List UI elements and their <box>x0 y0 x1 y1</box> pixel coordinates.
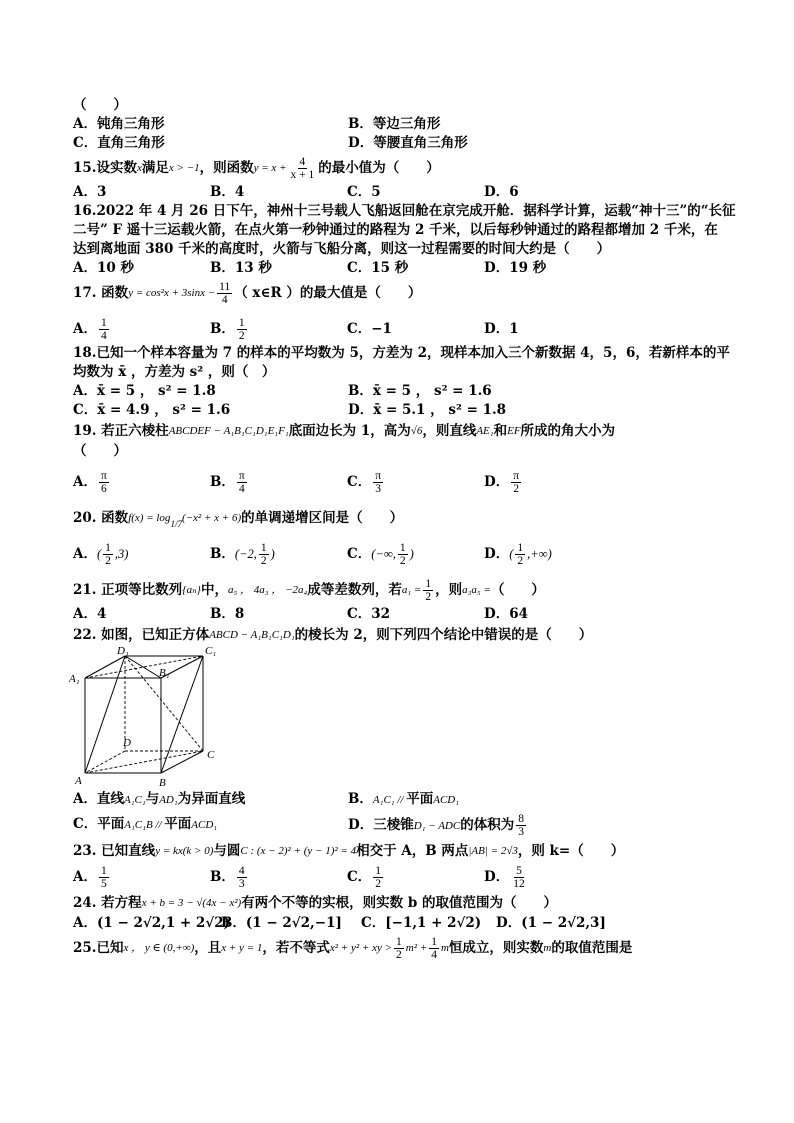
option-fraction <box>99 865 109 890</box>
frac-numerator: 1 <box>517 541 524 554</box>
option-letter: A． <box>73 473 97 490</box>
q25-text: 的取值范围是 <box>551 939 633 956</box>
q21-option-c[interactable]: C．32 <box>347 606 391 622</box>
option-fraction <box>237 470 247 495</box>
option-letter: D． <box>484 473 510 490</box>
q21-text: 21. 正项等比数列 <box>73 581 183 598</box>
frac-denominator: 4 <box>238 482 245 495</box>
q19-text: 所成的角大小为 <box>520 422 616 439</box>
frac-denominator: 2 <box>396 948 402 961</box>
q15-text: 的最小值为（ ） <box>318 159 440 176</box>
q16-option-a[interactable]: A．10 秒 <box>73 260 134 276</box>
q20-text: 20. 函数 <box>73 509 129 526</box>
q25-m: m <box>440 941 449 954</box>
q23-text: 相交于 A，B 两点 <box>356 842 469 859</box>
frac-numerator: π <box>100 469 107 482</box>
q15-text: 满足 <box>141 159 169 176</box>
q21-a1: a₁ = <box>401 583 422 596</box>
q24-options <box>73 914 725 933</box>
q24-stem <box>73 892 725 914</box>
q16-line1: 16.2022 年 4 月 26 日下午，神州十三号载人飞船返回舱在京完成开舱．据科学计算，运载“神十三”的“长征 <box>73 203 736 219</box>
q21-product: a₃a₅ = <box>462 583 491 596</box>
frac-numerator: 5 <box>516 864 522 877</box>
q15-option-a[interactable]: A．3 <box>73 184 107 200</box>
option-letter: C． <box>347 545 372 562</box>
q19-option-c[interactable] <box>347 470 484 495</box>
q19-text: ，则直线 <box>422 422 477 439</box>
interval-left: (−∞, <box>371 546 396 561</box>
q15-options <box>73 183 725 202</box>
cube-diagram <box>73 648 233 788</box>
q15-option-c[interactable]: C．5 <box>347 184 381 200</box>
frac-denominator: 2 <box>238 329 245 342</box>
frac-numerator: 1 <box>100 316 107 329</box>
option-fraction <box>515 542 525 567</box>
q16-options <box>73 259 725 278</box>
frac-denominator: 12 <box>513 877 525 890</box>
interval-left: (−2, <box>234 546 257 561</box>
option-math: D₁ − ADC <box>413 819 461 832</box>
q17-option-a[interactable] <box>73 317 210 342</box>
frac-denominator: 3 <box>375 482 382 495</box>
q21-option-b[interactable]: B．8 <box>210 606 245 622</box>
q23-option-a[interactable] <box>73 865 210 890</box>
q17-option-d[interactable]: D．1 <box>484 320 519 337</box>
q25-fraction-1 <box>394 936 404 961</box>
cube-figure <box>69 645 233 789</box>
q17-options <box>73 314 725 344</box>
option-letter: B． <box>210 320 235 337</box>
q22-text: 的棱长为 2，则下列四个结论中错误的是（ ） <box>294 626 593 643</box>
q19-text: 和 <box>493 422 508 439</box>
q15-fraction <box>289 156 317 181</box>
q17-text: （ x∈R ）的最大值是（ ） <box>234 284 422 301</box>
interval-right: ,+∞) <box>527 546 552 561</box>
option-math: ACD₁ <box>191 819 218 831</box>
q17-fraction <box>217 281 232 306</box>
q25-text: ，若不等式 <box>262 939 330 956</box>
frac-denominator: x + 1 <box>290 168 315 181</box>
q17-text: 17. 函数 <box>73 284 129 301</box>
label-c1: C₁ <box>205 645 217 657</box>
q19-options <box>73 467 725 497</box>
q24-option-d[interactable]: D．(1 − 2√2,3] <box>496 915 606 931</box>
q16-option-d[interactable]: D．19 秒 <box>484 260 547 276</box>
q18-options-row2 <box>73 401 725 420</box>
q21-text: ，则 <box>435 581 463 598</box>
q21-stem <box>73 575 725 605</box>
q21-options <box>73 605 725 624</box>
q25-text: 25.已知 <box>73 939 124 956</box>
q18-options-row1 <box>73 382 725 401</box>
option-fraction <box>398 542 408 567</box>
q14-options-row1 <box>73 115 725 134</box>
frac-denominator: 6 <box>101 482 107 495</box>
option-fraction <box>373 470 383 495</box>
q16-line3: 达到离地面 380 千米的高度时，火箭与飞船分离，则这一过程需要的时间大约是（ ） <box>73 241 611 257</box>
q14-option-b[interactable]: B．等边三角形 <box>348 116 441 132</box>
q23-option-d[interactable] <box>484 865 529 890</box>
option-text: B． <box>348 791 373 807</box>
q19-line-ae: AE₁ <box>476 424 494 437</box>
q15-var: x <box>137 161 142 174</box>
label-a: A <box>75 775 82 787</box>
option-text: 与 <box>145 791 160 807</box>
q15-text: ，则函数 <box>199 159 254 176</box>
frac-numerator: 1 <box>105 541 111 554</box>
option-text: 的体积为 <box>460 816 515 833</box>
q15-text: 15.设实数 <box>73 159 137 176</box>
option-letter: C． <box>347 868 372 885</box>
frac-denominator: 4 <box>100 329 107 342</box>
frac-denominator: 4 <box>431 948 437 961</box>
q25-m-var: m <box>543 941 552 954</box>
option-fraction <box>259 542 269 567</box>
q20-option-a[interactable] <box>73 542 210 567</box>
q14-option-d[interactable]: D．等腰直角三角形 <box>348 135 468 151</box>
q23-text: ，则 k=（ ） <box>517 842 625 859</box>
q24-text: 有两个不等的实根，则实数 b 的取值范围为（ ） <box>241 894 558 911</box>
q22-option-a[interactable] <box>73 790 348 810</box>
option-fraction <box>373 865 383 890</box>
q19-text: 19. 若正六棱柱 <box>73 422 169 439</box>
q19-option-b[interactable] <box>210 470 347 495</box>
option-letter: A． <box>73 545 97 562</box>
option-text: A．直线 <box>73 791 124 807</box>
frac-denominator: 2 <box>260 554 267 567</box>
q19-stem <box>73 420 725 442</box>
interval-right: ) <box>270 546 275 561</box>
q18-option-c[interactable]: C．x̄ = 4.9 ， s² = 1.6 <box>73 402 231 418</box>
option-text: D．三棱锥 <box>348 816 414 833</box>
q17-function: y = cos²x + 3sinx − <box>128 286 216 299</box>
q22-cube: ABCD − A₁B₁C₁D₁ <box>209 628 295 641</box>
option-math: ACD₁ <box>433 794 460 806</box>
q22-text: 22. 如图，已知正方体 <box>73 626 210 643</box>
q22-options-row1 <box>73 790 725 810</box>
option-letter: B． <box>210 473 235 490</box>
q22-option-d[interactable] <box>348 813 528 838</box>
q20-option-d[interactable] <box>484 542 552 567</box>
option-text: C．平面 <box>73 816 125 832</box>
q20-option-c[interactable] <box>347 542 484 567</box>
q20-options <box>73 539 725 569</box>
q25-stem <box>73 933 725 963</box>
frac-numerator: 1 <box>100 864 107 877</box>
q20-argument: (−x² + x + 6) <box>181 511 242 524</box>
q18-option-a[interactable]: A．x̄ = 5 ， s² = 1.8 <box>73 383 216 399</box>
option-fraction <box>516 813 526 838</box>
q23-stem <box>73 840 725 862</box>
option-fraction <box>511 470 521 495</box>
frac-denominator: 2 <box>513 482 519 495</box>
q23-option-c[interactable] <box>347 865 484 890</box>
label-b: B <box>159 777 166 789</box>
q20-stem <box>73 503 725 533</box>
option-letter: A． <box>73 320 97 337</box>
q21-option-a[interactable]: A．4 <box>73 606 107 622</box>
q22-option-c[interactable] <box>73 815 348 835</box>
q15-stem <box>73 153 725 183</box>
q17-stem <box>73 278 725 308</box>
q21-text: （ ） <box>490 581 545 598</box>
label-a1: A₁ <box>69 673 80 685</box>
frac-numerator: 4 <box>238 864 245 877</box>
option-letter: D． <box>484 545 510 562</box>
frac-numerator: 1 <box>260 541 267 554</box>
q25-inequality: x² + y² + xy > <box>329 941 393 954</box>
frac-numerator: 1 <box>425 577 432 590</box>
exam-page <box>69 96 736 963</box>
option-math: A₁C₁ // <box>372 794 407 806</box>
q20-text: 的单调递增区间是（ ） <box>241 509 404 526</box>
q24-option-b[interactable]: B．(1 − 2√2,−1] <box>221 915 342 931</box>
label-b1: B₁ <box>159 667 170 679</box>
option-fraction <box>99 470 109 495</box>
q18-line2: 均数为 x̄ ，方差为 s² ，则（ ） <box>73 364 276 380</box>
q18-option-b[interactable]: B．x̄ = 5 ， s² = 1.6 <box>348 383 492 399</box>
frac-denominator: 3 <box>238 877 245 890</box>
q21-text: 中， <box>200 581 228 598</box>
q19-sqrt: √6 <box>410 424 423 437</box>
option-letter: B． <box>210 545 235 562</box>
frac-numerator: 8 <box>518 812 524 825</box>
q19-option-a[interactable] <box>73 470 210 495</box>
q21-option-d[interactable]: D．64 <box>484 606 528 622</box>
q23-text: 与圆 <box>213 842 241 859</box>
frac-numerator: 11 <box>219 280 231 293</box>
q19-line-ef: EF <box>507 424 521 437</box>
q17-option-b[interactable] <box>210 317 347 342</box>
q24-equation: x + b = 3 − √(4x − x²) <box>141 896 242 909</box>
q17-option-c[interactable]: C．−1 <box>347 320 392 337</box>
q25-m-squared: m² + <box>405 941 428 954</box>
frac-denominator: 2 <box>375 877 381 890</box>
q24-option-a[interactable]: A．(1 − 2√2,1 + 2√2) <box>73 915 230 931</box>
q22-option-b[interactable] <box>348 790 459 810</box>
q22-stem <box>73 624 725 646</box>
option-letter: B． <box>210 868 235 885</box>
q14-option-a[interactable]: A．钝角三角形 <box>73 116 165 132</box>
label-c: C <box>207 749 215 761</box>
option-math: A₁C₁ <box>123 794 146 806</box>
q25-vars: x ， y ∈ (0,+∞) <box>123 941 195 954</box>
interval-left: ( <box>509 546 514 561</box>
q19-option-d[interactable] <box>484 470 523 495</box>
q20-function: f(x) = log <box>128 511 171 524</box>
q20-log-base: 1/7 <box>170 518 182 529</box>
option-fraction <box>103 542 113 567</box>
q25-fraction-2 <box>429 936 439 961</box>
q24-option-c[interactable]: C．[−1,1 + 2√2) <box>361 915 482 931</box>
frac-numerator: 4 <box>299 155 306 168</box>
option-text: 平面 <box>406 791 434 807</box>
option-fraction <box>99 317 109 342</box>
q16-option-b[interactable]: B．13 秒 <box>210 260 272 276</box>
frac-denominator: 5 <box>100 877 107 890</box>
q23-options <box>73 862 725 892</box>
q22-options-row2 <box>73 810 725 840</box>
option-letter: A． <box>73 868 97 885</box>
q15-option-b[interactable]: B．4 <box>210 184 245 200</box>
option-math: AD₁ <box>159 794 178 806</box>
q19-text: 底面边长为 1，高为 <box>288 422 411 439</box>
q21-sequence: {aₙ} <box>182 583 201 596</box>
frac-numerator: 1 <box>396 935 402 948</box>
q21-terms: a₅ ， 4a₃ ， −2a₄ <box>227 583 308 596</box>
q19-prism: ABCDEF − A₁B₁C₁D₁E₁F₁ <box>168 424 289 437</box>
frac-numerator: 1 <box>375 864 381 877</box>
frac-denominator: 2 <box>517 554 524 567</box>
option-text: 为异面直线 <box>177 791 246 807</box>
frac-numerator: 1 <box>238 316 245 329</box>
q21-text: 成等差数列，若 <box>307 581 402 598</box>
interval-left: ( <box>96 546 102 561</box>
option-fraction <box>511 865 527 890</box>
option-fraction <box>237 865 247 890</box>
frac-denominator: 2 <box>399 554 406 567</box>
interval-right: ) <box>409 546 414 561</box>
q25-text: 恒成立，则实数 <box>448 939 544 956</box>
option-math: A₁C₁B // <box>124 819 165 831</box>
frac-numerator: π <box>375 469 382 482</box>
q16-line2: 二号” F 遥十三运载火箭，在点火第一秒钟通过的路程为 2 千米，以后每秒钟通过的路程都增加 2 千米，在 <box>73 222 718 238</box>
label-d1: D₁ <box>117 645 129 657</box>
q14-options-row2 <box>73 134 725 153</box>
frac-denominator: 4 <box>221 293 228 306</box>
q18-line1: 18.已知一个样本容量为 7 的样本的平均数为 5，方差为 2，现样本加入三个新数据 4，5，6，若新样本的平 <box>73 345 730 361</box>
q18-option-d[interactable]: D．x̄ = 5.1 ， s² = 1.8 <box>348 402 507 418</box>
q15-condition: x > −1 <box>168 161 200 174</box>
q20-option-b[interactable] <box>210 542 347 567</box>
q15-option-d[interactable]: D．6 <box>484 184 519 200</box>
frac-denominator: 2 <box>425 590 432 603</box>
frac-denominator: 3 <box>518 825 524 838</box>
q16-option-c[interactable]: C．15 秒 <box>347 260 409 276</box>
q25-sum: x + y = 1 <box>221 941 263 954</box>
q23-line: y = kx(k > 0) <box>155 844 214 857</box>
q19-paren: （ ） <box>73 443 127 459</box>
option-text: 平面 <box>164 816 192 832</box>
interval-right: ,3) <box>114 546 129 561</box>
q23-option-b[interactable] <box>210 865 347 890</box>
q25-text: ，且 <box>194 939 222 956</box>
frac-numerator: π <box>238 469 245 482</box>
frac-denominator: 2 <box>105 554 111 567</box>
q23-circle: C : (x − 2)² + (y − 1)² = 4 <box>240 844 357 857</box>
option-fraction <box>237 317 247 342</box>
q23-chord: |AB| = 2√3 <box>468 844 518 857</box>
option-letter: C． <box>347 473 372 490</box>
label-d: D <box>123 737 131 749</box>
option-letter: D． <box>484 868 510 885</box>
q21-fraction <box>423 578 433 603</box>
q15-function: y = x + <box>253 161 287 174</box>
frac-numerator: 1 <box>399 541 406 554</box>
q14-paren: （ ） <box>73 97 127 113</box>
q14-option-c[interactable]: C．直角三角形 <box>73 135 165 151</box>
q24-text: 24. 若方程 <box>73 894 142 911</box>
q23-text: 23. 已知直线 <box>73 842 156 859</box>
frac-numerator: 1 <box>431 935 437 948</box>
frac-numerator: π <box>513 469 520 482</box>
